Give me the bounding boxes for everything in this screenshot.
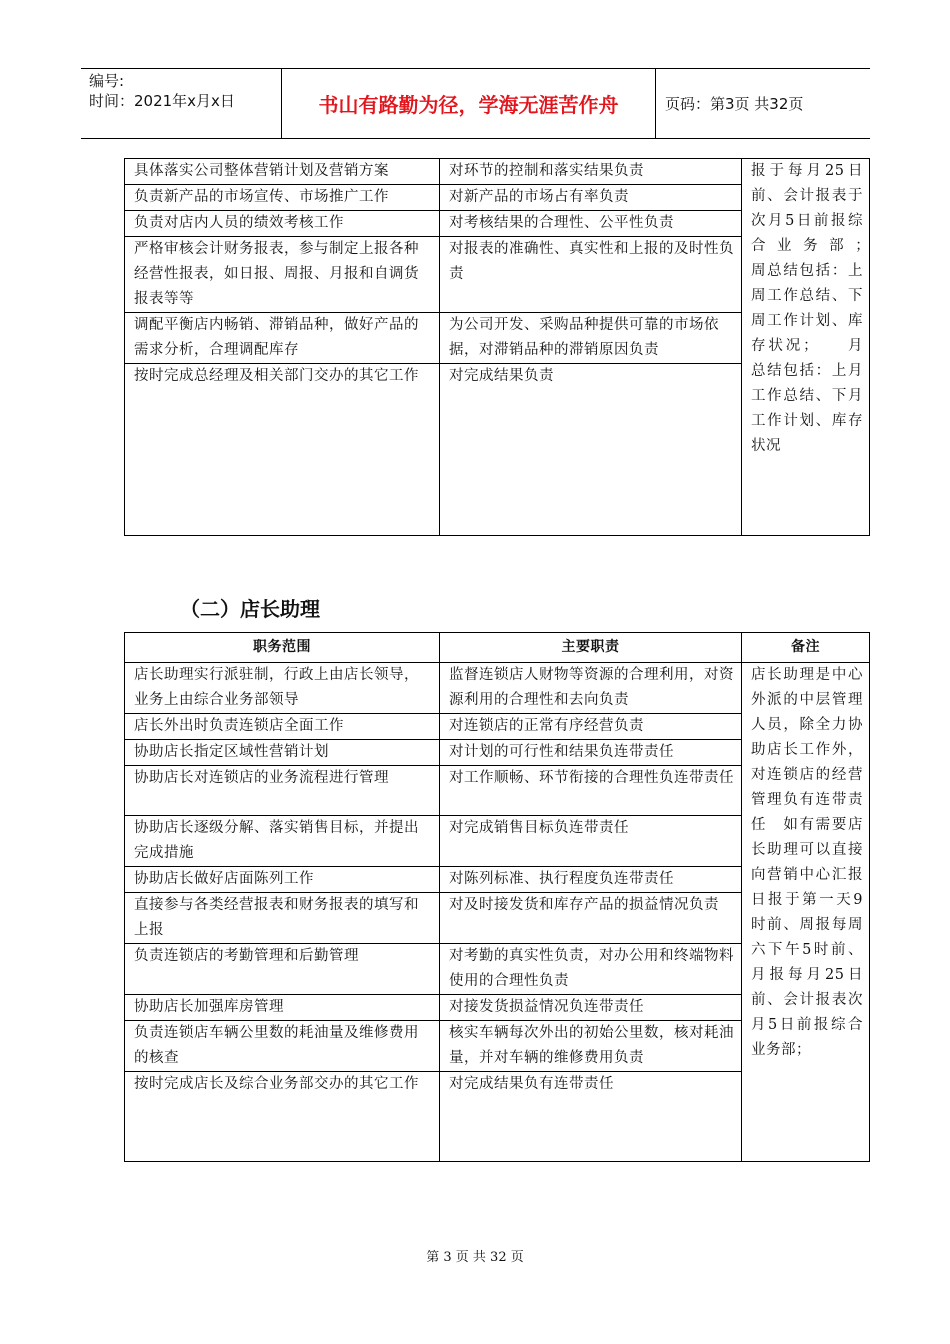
section-title: （二）店长助理 [180, 597, 320, 621]
header-motto: 书山有路勤为径，学海无涯苦作舟 [282, 69, 656, 138]
duty-cell: 对陈列标准、执行程度负连带责任 [440, 867, 742, 893]
page-footer: 第 3 页 共 32 页 [426, 1250, 524, 1265]
scope-cell: 调配平衡店内畅销、滞销品种，做好产品的需求分析，合理调配库存 [125, 313, 440, 364]
scope-cell: 负责连锁店的考勤管理和后勤管理 [125, 944, 440, 995]
doc-code-label: 编号: [89, 72, 125, 90]
table-row [125, 663, 870, 714]
scope-cell: 协助店长做好店面陈列工作 [125, 867, 440, 893]
scope-cell: 店长助理实行派驻制，行政上由店长领导，业务上由综合业务部领导 [125, 663, 440, 714]
column-header-duty: 主要职责 [440, 633, 742, 663]
scope-cell: 直接参与各类经营报表和财务报表的填写和上报 [125, 893, 440, 944]
duty-cell: 对计划的可行性和结果负连带责任 [440, 740, 742, 766]
duty-table-2 [124, 632, 878, 1162]
scope-cell: 协助店长指定区域性营销计划 [125, 740, 440, 766]
duty-cell: 对接发货损益情况负连带责任 [440, 995, 742, 1021]
column-header-note: 备注 [742, 633, 870, 663]
scope-cell: 按时完成总经理及相关部门交办的其它工作 [125, 364, 440, 536]
table-header-row [125, 633, 870, 663]
duty-table-1 [124, 158, 893, 536]
duty-cell: 对完成结果负有连带责任 [440, 1072, 742, 1162]
duty-cell: 对工作顺畅、环节衔接的合理性负连带责任 [440, 766, 742, 816]
duty-cell: 对新产品的市场占有率负责 [440, 185, 742, 211]
doc-time-label: 时间：2021年x月x日 [89, 92, 235, 110]
table-row [125, 159, 870, 185]
scope-cell: 负责新产品的市场宣传、市场推广工作 [125, 185, 440, 211]
note-cell: 店长助理是中心外派的中层管理人员，除全力协助店长工作外，对连锁店的经营管理负有连带责任 如有需要店长助理可以直接向营销中心汇报 日报于第一天9时前、周报每周六下午5时前、月报每月25日前、会计报表次月5日前报综合业务部； [742, 663, 870, 1162]
scope-cell: 协助店长逐级分解、落实销售目标，并提出完成措施 [125, 816, 440, 867]
header-page-info: 页码：第3页 共32页 [665, 95, 804, 113]
duty-cell: 监督连锁店人财物等资源的合理利用，对资源利用的合理性和去向负责 [440, 663, 742, 714]
scope-cell: 店长外出时负责连锁店全面工作 [125, 714, 440, 740]
duty-cell: 对连锁店的正常有序经营负责 [440, 714, 742, 740]
scope-cell: 协助店长加强库房管理 [125, 995, 440, 1021]
scope-cell: 协助店长对连锁店的业务流程进行管理 [125, 766, 440, 816]
duty-cell: 核实车辆每次外出的初始公里数，核对耗油量，并对车辆的维修费用负责 [440, 1021, 742, 1072]
column-header-scope: 职务范围 [125, 633, 440, 663]
page-header [81, 68, 870, 139]
scope-cell: 负责连锁店车辆公里数的耗油量及维修费用的核查 [125, 1021, 440, 1072]
duty-cell: 对报表的准确性、真实性和上报的及时性负责 [440, 237, 742, 313]
scope-cell: 具体落实公司整体营销计划及营销方案 [125, 159, 440, 185]
scope-cell: 负责对店内人员的绩效考核工作 [125, 211, 440, 237]
duty-cell: 对完成销售目标负连带责任 [440, 816, 742, 867]
note-cell: 报于每月25日前、会计报表于次月5日前报综合业务部； 周总结包括：上周工作总结、下周工作计划、库存状况； 月总结包括：上月工作总结、下月工作计划、库存状况 [742, 159, 870, 536]
duty-cell: 对考核结果的合理性、公平性负责 [440, 211, 742, 237]
scope-cell: 严格审核会计财务报表，参与制定上报各种经营性报表，如日报、周报、月报和自调货报表等等 [125, 237, 440, 313]
header-meta [81, 69, 282, 138]
duty-cell: 对环节的控制和落实结果负责 [440, 159, 742, 185]
duty-cell: 对及时接发货和库存产品的损益情况负责 [440, 893, 742, 944]
scope-cell: 按时完成店长及综合业务部交办的其它工作 [125, 1072, 440, 1162]
duty-cell: 对考勤的真实性负责，对办公用和终端物料使用的合理性负责 [440, 944, 742, 995]
duty-cell: 对完成结果负责 [440, 364, 742, 536]
duty-cell: 为公司开发、采购品种提供可靠的市场依据，对滞销品种的滞销原因负责 [440, 313, 742, 364]
